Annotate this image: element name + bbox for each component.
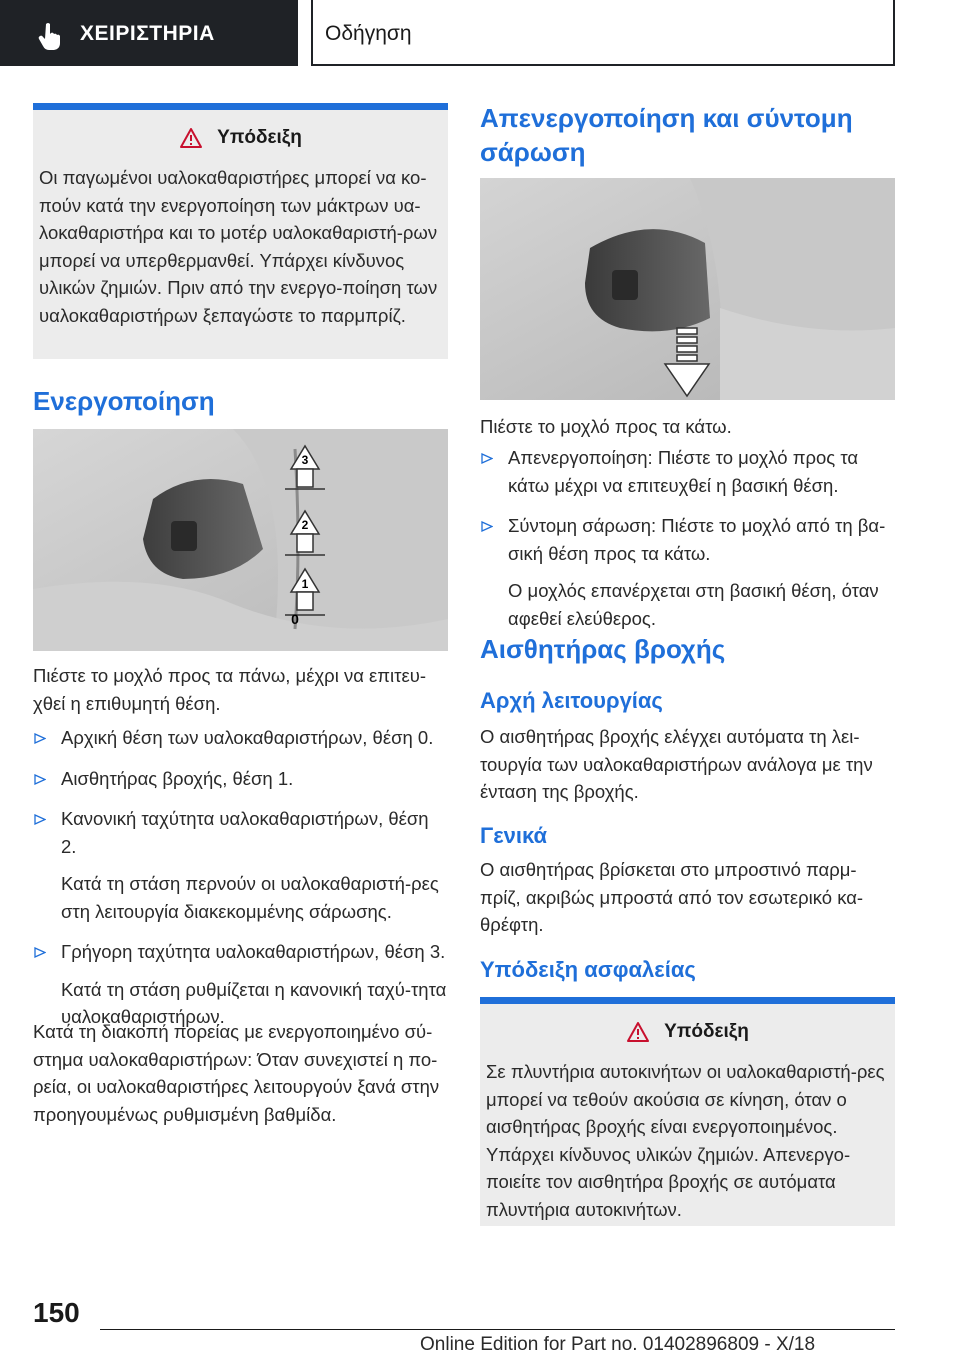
outro-text-left: Κατά τη διακοπή πορείας με ενεργοποιημένο σύ-στημα υαλοκαθαριστήρων: Όταν συνεχιστεί η πο-ρεία, οι υαλοκαθαριστήρες λειτουργούν ξανά στην προηγουμένως ρυθμισμένη βαθμίδα. [33,1021,440,1125]
position-label-1: 1 [301,577,309,591]
list-item-note: Κατά τη στάση ρυθμίζεται η κανονική ταχύ-τητα υαλοκαθαριστήρων. [61,978,447,1027]
notice-title: Υπόδειξη [217,127,302,148]
section-title: ΧΕΙΡΙΣΤΗΡΙΑ [80,22,215,45]
lever-illustration [33,429,448,651]
subheading-principle: Αρχή λειτουργίας [480,688,663,713]
list-item: Κανονική ταχύτητα υαλοκαθαριστήρων, θέση 2. Κατά τη στάση περνούν οι υαλοκαθαριστή-ρες στη λειτουργία διακεκομμένης σάρωσης. [33,805,448,925]
notice-text: Σε πλυντήρια αυτοκινήτων οι υαλοκαθαριστή-ρες μπορεί να τεθούν ακούσια σε κίνηση, όταν ο αισθητήρας βροχής είναι ενεργοποιημένος. Υπάρχει κίνδυνος υλικών ζημιών. Απενεργο-ποιείτε τον αισθητήρα βροχής σε αυτόματα πλυντήρια αυτοκινήτων. [486,1061,885,1220]
header-section-tab [0,0,298,66]
list-item-note: Κατά τη στάση περνούν οι υαλοκαθαριστή-ρες στη λειτουργία διακεκομμένης σάρωσης. [61,873,439,922]
heading-rain-sensor: Αισθητήρας βροχής [480,634,726,664]
general-text: Ο αισθητήρας βρίσκεται στο μπροστινό παρμ-πρίζ, ακριβώς μπροστά από τον εσωτερικό κα-θρέφτη. [480,859,864,935]
heading-activation: Ενεργοποίηση [33,386,215,416]
bullet-triangle-icon [34,733,46,744]
bullet-triangle-icon [481,453,493,464]
list-item: Γρήγορη ταχύτητα υαλοκαθαριστήρων, θέση 3. Κατά τη στάση ρυθμίζεται η κανονική ταχύ-τητα υαλοκαθαριστήρων. [33,938,448,1031]
list-item-note: Ο μοχλός επανέρχεται στη βασική θέση, όταν αφεθεί ελεύθερος. [508,580,879,629]
page-number: 150 [33,1297,80,1328]
subheading-general: Γενικά [480,823,548,848]
bullet-triangle-icon [34,814,46,825]
subsection-title: Οδήγηση [325,22,412,45]
position-label-0: 0 [291,611,299,627]
intro-text-left: Πιέστε το μοχλό προς τα πάνω, μέχρι να επιτευ-χθεί η επιθυμητή θέση. [33,665,426,714]
edition-text: Online Edition for Part no. 01402896809 - X/18 [420,1334,816,1355]
list-item: Αισθητήρας βροχής, θέση 1. [33,765,448,793]
hand-pointer-icon [38,22,64,50]
lever-down-illustration [480,178,895,400]
bullet-triangle-icon [34,774,46,785]
position-list [33,724,448,1044]
notice-box-right [480,997,895,1226]
principle-text: Ο αισθητήρας βροχής ελέγχει αυτόματα τη λει-τουργία των υαλοκαθαριστήρων ανάλογα με την ένταση της βροχής. [480,726,873,802]
warning-triangle-icon [626,1021,650,1043]
bullet-triangle-icon [34,947,46,958]
bullet-triangle-icon [481,521,493,532]
intro-text-right: Πιέστε το μοχλό προς τα κάτω. [480,416,732,437]
subheading-safety: Υπόδειξη ασφαλείας [480,957,696,982]
list-item: Απενεργοποίηση: Πιέστε το μοχλό προς τα κάτω μέχρι να επιτευχθεί η βασική θέση. [480,444,895,499]
footer-divider [100,1329,895,1330]
subsection-box [311,0,895,66]
notice-box-left [33,103,448,359]
heading-deactivation: Απενεργοποίηση και σύντομη σάρωση [480,103,853,167]
figure-wiper-lever-down [480,178,895,400]
notice-text: Οι παγωμένοι υαλοκαθαριστήρες μπορεί να κο-πούν κατά την ενεργοποίηση των μάκτρων υα-λοκαθαριστήρα και το μοτέρ υαλοκαθαριστή-ρων μπορεί να υπερθερμανθεί. Υπάρχει κίνδυνος υλικών ζημιών. Πριν από την ενεργο-ποίηση των υαλοκαθαριστήρων ξεπαγώστε το παρμπρίζ. [39,167,438,326]
position-label-3: 3 [301,453,309,467]
figure-wiper-lever-up [33,429,448,651]
list-item: Σύντομη σάρωση: Πιέστε το μοχλό από τη βα-σική θέση προς τα κάτω. Ο μοχλός επανέρχεται στη βασική θέση, όταν αφεθεί ελεύθερος. [480,512,895,632]
notice-title: Υπόδειξη [664,1021,749,1042]
list-item: Αρχική θέση των υαλοκαθαριστήρων, θέση 0. [33,724,448,752]
deactivation-list [480,444,895,645]
position-label-2: 2 [301,518,309,532]
warning-triangle-icon [179,127,203,149]
